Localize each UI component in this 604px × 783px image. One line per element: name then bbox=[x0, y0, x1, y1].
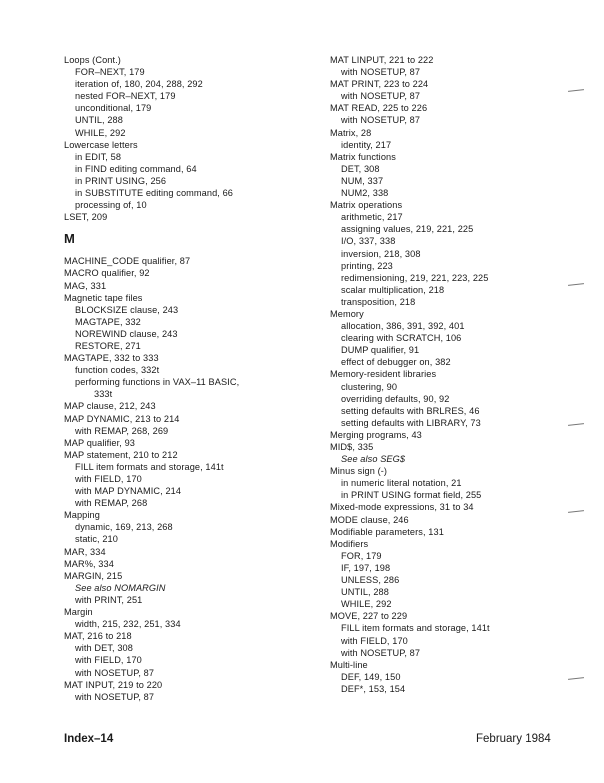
publication-date: February 1984 bbox=[476, 733, 551, 745]
index-entry: Minus sign (-) bbox=[330, 466, 388, 477]
index-entry: Mixed-mode expressions, 31 to 34 bbox=[330, 502, 474, 513]
index-subentry: UNLESS, 286 bbox=[341, 575, 400, 586]
index-column-right bbox=[330, 54, 580, 695]
index-entry: MAP clause, 212, 243 bbox=[64, 401, 156, 412]
index-entry: MAR, 334 bbox=[64, 546, 106, 557]
index-subentry: See also SEG$ bbox=[341, 454, 406, 465]
index-subentry: redimensioning, 219, 221, 223, 225 bbox=[341, 272, 489, 283]
index-subentry: static, 210 bbox=[75, 534, 118, 545]
page-number: Index–14 bbox=[64, 733, 114, 745]
index-subentry: unconditional, 179 bbox=[75, 103, 152, 114]
index-subentry: effect of debugger on, 382 bbox=[341, 357, 451, 368]
index-subentry: FILL item formats and storage, 141t bbox=[341, 623, 490, 634]
index-subentry: with NOSETUP, 87 bbox=[341, 91, 421, 102]
index-entry: Memory bbox=[330, 308, 364, 319]
index-subentry: IF, 197, 198 bbox=[341, 562, 391, 573]
index-subentry: UNTIL, 288 bbox=[341, 587, 389, 598]
index-entry: Merging programs, 43 bbox=[330, 429, 422, 440]
index-subentry: setting defaults with LIBRARY, 73 bbox=[341, 417, 481, 428]
index-entry: Magnetic tape files bbox=[64, 292, 143, 303]
index-subentry: in numeric literal notation, 21 bbox=[341, 478, 462, 489]
index-subentry: with REMAP, 268 bbox=[75, 498, 148, 509]
index-subentry: overriding defaults, 90, 92 bbox=[341, 393, 450, 404]
index-subentry: with FIELD, 170 bbox=[341, 635, 408, 646]
index-subentry: FOR–NEXT, 179 bbox=[75, 67, 145, 78]
index-entry: MARGIN, 215 bbox=[64, 570, 123, 581]
index-entry: MAP DYNAMIC, 213 to 214 bbox=[64, 413, 180, 424]
index-entry: MAGTAPE, 332 to 333 bbox=[64, 353, 159, 364]
index-subentry: identity, 217 bbox=[341, 139, 392, 150]
index-subentry: MAGTAPE, 332 bbox=[75, 316, 141, 327]
index-entry: MAT INPUT, 219 to 220 bbox=[64, 679, 163, 690]
index-subentry: RESTORE, 271 bbox=[75, 340, 141, 351]
index-entry: Matrix operations bbox=[330, 200, 403, 211]
index-subentry: 333t bbox=[94, 389, 113, 400]
index-subentry: with NOSETUP, 87 bbox=[341, 115, 421, 126]
index-subentry: WHILE, 292 bbox=[75, 127, 126, 138]
index-subentry: setting defaults with BRLRES, 46 bbox=[341, 405, 480, 416]
index-subentry: DUMP qualifier, 91 bbox=[341, 345, 420, 356]
index-entry: Modifiable parameters, 131 bbox=[330, 526, 444, 537]
index-subentry: NUM2, 338 bbox=[341, 188, 389, 199]
index-subentry: in SUBSTITUTE editing command, 66 bbox=[75, 188, 234, 199]
index-entry: Matrix functions bbox=[330, 151, 396, 162]
index-entry: MAT READ, 225 to 226 bbox=[330, 103, 428, 114]
index-subentry: DEF, 149, 150 bbox=[341, 671, 401, 682]
index-subentry: with NOSETUP, 87 bbox=[341, 67, 421, 78]
index-subentry: with MAP DYNAMIC, 214 bbox=[75, 486, 182, 497]
index-subentry: performing functions in VAX–11 BASIC, bbox=[75, 377, 240, 388]
index-subentry: clustering, 90 bbox=[341, 381, 398, 392]
index-subentry: dynamic, 169, 213, 268 bbox=[75, 522, 173, 533]
index-subentry: with FIELD, 170 bbox=[75, 474, 142, 484]
index-subentry: WHILE, 292 bbox=[341, 599, 392, 610]
index-subentry: arithmetic, 217 bbox=[341, 212, 403, 223]
index-subentry: printing, 223 bbox=[341, 260, 393, 271]
index-entry: Margin bbox=[64, 607, 93, 618]
index-subentry: NOREWIND clause, 243 bbox=[75, 328, 178, 339]
index-subentry: with NOSETUP, 87 bbox=[75, 667, 155, 678]
index-entry: Lowercase letters bbox=[64, 139, 138, 150]
index-subentry: processing of, 10 bbox=[75, 200, 147, 211]
index-subentry: DEF*, 153, 154 bbox=[341, 683, 406, 694]
index-subentry: inversion, 218, 308 bbox=[341, 248, 421, 259]
index-subentry: clearing with SCRATCH, 106 bbox=[341, 333, 462, 344]
index-entry: MAP statement, 210 to 212 bbox=[64, 449, 178, 460]
index-subentry: in FIND editing command, 64 bbox=[75, 163, 197, 174]
index-entry: LSET, 209 bbox=[64, 212, 108, 223]
index-entry: MACHINE_CODE qualifier, 87 bbox=[64, 256, 191, 267]
index-subentry: BLOCKSIZE clause, 243 bbox=[75, 304, 179, 315]
index-entry: MODE clause, 246 bbox=[330, 514, 409, 525]
index-subentry: scalar multiplication, 218 bbox=[341, 284, 445, 295]
index-subentry: FILL item formats and storage, 141t bbox=[75, 461, 224, 472]
index-subentry: iteration of, 180, 204, 288, 292 bbox=[75, 79, 203, 90]
index-entry: Memory-resident libraries bbox=[330, 369, 437, 380]
index-entry: MAT PRINT, 223 to 224 bbox=[330, 79, 429, 90]
index-subentry: with NOSETUP, 87 bbox=[75, 691, 155, 702]
index-entry: MAT LINPUT, 221 to 222 bbox=[330, 55, 434, 65]
index-subentry: in PRINT USING, 256 bbox=[75, 175, 167, 186]
index-subentry: with FIELD, 170 bbox=[75, 655, 142, 666]
index-subentry: in PRINT USING format field, 255 bbox=[341, 490, 482, 501]
index-subentry: with REMAP, 268, 269 bbox=[75, 425, 169, 436]
index-entry: MAR%, 334 bbox=[64, 558, 114, 569]
index-subentry: UNTIL, 288 bbox=[75, 115, 123, 126]
index-subentry: in EDIT, 58 bbox=[75, 151, 122, 162]
index-subentry: with PRINT, 251 bbox=[75, 594, 143, 605]
index-entry: Loops (Cont.) bbox=[64, 55, 121, 65]
index-entry: MAG, 331 bbox=[64, 280, 107, 291]
index-subentry: I/O, 337, 338 bbox=[341, 236, 396, 247]
index-entry: MACRO qualifier, 92 bbox=[64, 268, 150, 279]
index-entry: MID$, 335 bbox=[330, 442, 374, 452]
index-subentry: See also NOMARGIN bbox=[75, 582, 166, 593]
index-subentry: function codes, 332t bbox=[75, 365, 160, 376]
index-entry: Modifiers bbox=[330, 538, 369, 549]
index-subentry: assigning values, 219, 221, 225 bbox=[341, 224, 474, 235]
index-entry: MAT, 216 to 218 bbox=[64, 631, 132, 642]
index-subentry: width, 215, 232, 251, 334 bbox=[75, 619, 181, 630]
index-subentry: FOR, 179 bbox=[341, 550, 382, 561]
index-subentry: allocation, 386, 391, 392, 401 bbox=[341, 321, 465, 332]
index-subentry: DET, 308 bbox=[341, 163, 380, 174]
index-subentry: NUM, 337 bbox=[341, 175, 384, 186]
index-entry: MAP qualifier, 93 bbox=[64, 437, 135, 448]
index-entry: MOVE, 227 to 229 bbox=[330, 611, 408, 622]
index-entry: Mapping bbox=[64, 510, 100, 521]
index-subentry: transposition, 218 bbox=[341, 296, 416, 307]
index-entry: Multi-line bbox=[330, 659, 368, 670]
index-subentry: nested FOR–NEXT, 179 bbox=[75, 91, 176, 102]
index-entry: Matrix, 28 bbox=[330, 127, 372, 138]
index-subentry: with NOSETUP, 87 bbox=[341, 647, 421, 658]
index-subentry: with DET, 308 bbox=[75, 643, 133, 654]
index-column-left bbox=[64, 54, 314, 703]
section-letter: M bbox=[64, 231, 75, 247]
